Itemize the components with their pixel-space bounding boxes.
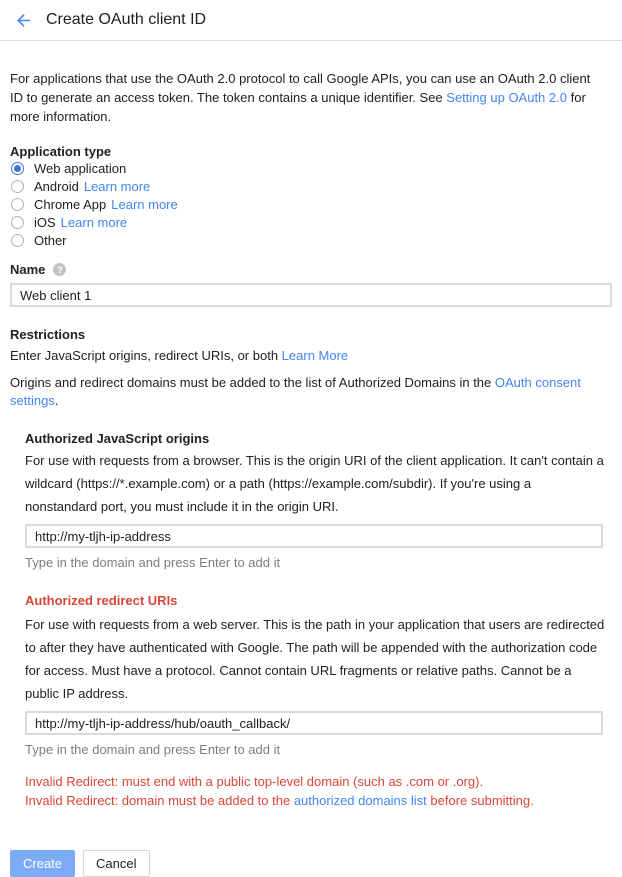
radio-row-ios[interactable] bbox=[10, 214, 612, 231]
application-type-section bbox=[10, 144, 612, 249]
restrictions-line1 bbox=[10, 347, 612, 365]
ios-learn-more-link[interactable]: Learn more bbox=[60, 215, 128, 230]
redirect-uris-input[interactable] bbox=[25, 711, 603, 735]
js-origins-helper-text: Type in the domain and press Enter to add it bbox=[25, 555, 281, 570]
radio-label-ios: iOS bbox=[34, 215, 56, 230]
radio-label-other: Other bbox=[34, 233, 67, 248]
restrictions-line2 bbox=[10, 374, 612, 410]
application-type-label: Application type bbox=[10, 144, 112, 159]
intro-paragraph bbox=[10, 69, 596, 126]
name-label-row bbox=[10, 262, 612, 277]
authorized-redirect-uris-title: Authorized redirect URIs bbox=[25, 593, 178, 608]
authorized-js-origins-section bbox=[25, 431, 612, 570]
help-icon[interactable]: ? bbox=[53, 263, 66, 276]
error-message-2 bbox=[25, 791, 612, 810]
radio-button-ios[interactable] bbox=[11, 216, 24, 229]
radio-row-android[interactable] bbox=[10, 178, 612, 195]
learn-more-link[interactable]: Learn More bbox=[281, 348, 349, 363]
redirect-uris-helper-text: Type in the domain and press Enter to add it bbox=[25, 742, 281, 757]
radio-button-other[interactable] bbox=[11, 234, 24, 247]
radio-row-chrome-app[interactable] bbox=[10, 196, 612, 213]
radio-button-web-application[interactable] bbox=[11, 162, 24, 175]
intro-text-before: For applications that use the OAuth 2.0 protocol to call Google APIs, you can use an OAuth 2.0 client ID to generate an access token. The token contains a unique identifier. See bbox=[10, 71, 591, 105]
android-learn-more-link[interactable]: Learn more bbox=[83, 179, 151, 194]
authorized-js-origins-title: Authorized JavaScript origins bbox=[25, 431, 210, 446]
chrome-app-learn-more-link[interactable]: Learn more bbox=[111, 197, 178, 212]
error2-suffix: before submitting. bbox=[426, 793, 534, 808]
radio-label-web-application: Web application bbox=[34, 161, 127, 176]
authorized-redirect-uris-section bbox=[25, 591, 612, 810]
error2-text: Invalid Redirect: domain must be added to the bbox=[25, 793, 294, 808]
cancel-button[interactable]: Cancel bbox=[83, 850, 149, 877]
radio-row-web-application[interactable] bbox=[10, 160, 612, 177]
radio-button-chrome-app[interactable] bbox=[11, 198, 24, 211]
form-content bbox=[0, 69, 622, 810]
restrictions-title: Restrictions bbox=[10, 327, 86, 342]
page-title: Create OAuth client ID bbox=[46, 11, 207, 28]
oauth-consent-settings-link[interactable]: OAuth consent settings bbox=[10, 375, 581, 408]
radio-label-chrome-app: Chrome App bbox=[34, 197, 107, 212]
radio-button-android[interactable] bbox=[11, 180, 24, 193]
create-button[interactable]: Create bbox=[10, 850, 75, 877]
authorized-domains-list-link[interactable]: authorized domains list bbox=[293, 793, 427, 808]
intro-text-after: for more information. bbox=[10, 90, 586, 124]
validation-errors bbox=[25, 772, 612, 810]
radio-label-android: Android bbox=[34, 179, 79, 194]
action-buttons bbox=[0, 850, 622, 877]
radio-row-other[interactable] bbox=[10, 232, 612, 249]
authorized-redirect-uris-description: For use with requests from a web server. This is the path in your application that users are redirected to after they have authenticated with Google. The path will be appended with the authorization code for access. Must have a protocol. Cannot contain URL fragments or relative paths. Cannot be a public IP address. bbox=[25, 617, 605, 701]
page-header bbox=[0, 0, 622, 41]
back-arrow-icon[interactable] bbox=[13, 10, 33, 30]
js-origins-input[interactable] bbox=[25, 524, 603, 548]
authorized-js-origins-description: For use with requests from a browser. This is the origin URI of the client application. It can't contain a wildcard (https://*.example.com) or a path (https://example.com/subdir). If you're using a nonstandard port, you must include it in the origin URI. bbox=[25, 453, 604, 514]
restrictions-line1-text: Enter JavaScript origins, redirect URIs, or both bbox=[10, 348, 282, 363]
setting-up-oauth-link[interactable]: Setting up OAuth 2.0 bbox=[446, 90, 567, 105]
error-message-1: Invalid Redirect: must end with a public top-level domain (such as .com or .org). bbox=[25, 774, 484, 789]
name-label: Name bbox=[10, 262, 46, 277]
restrictions-line2-text: Origins and redirect domains must be added to the list of Authorized Domains in the bbox=[10, 375, 495, 390]
restrictions-line2-suffix: . bbox=[54, 393, 59, 408]
name-input[interactable] bbox=[10, 283, 612, 307]
